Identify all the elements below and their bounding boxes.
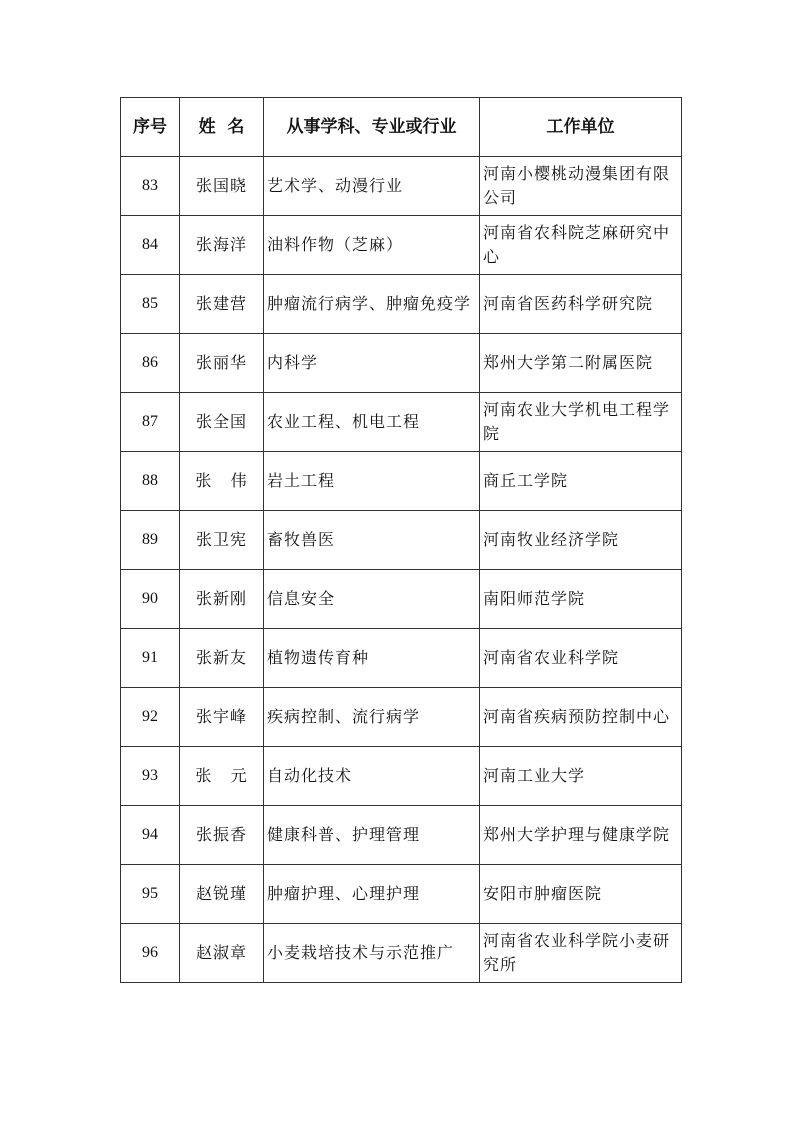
row-field: 植物遗传育种 xyxy=(264,629,480,688)
row-field: 岩土工程 xyxy=(264,452,480,511)
table-row xyxy=(121,570,682,629)
table-row xyxy=(121,629,682,688)
row-name: 张振香 xyxy=(180,806,264,865)
row-name: 张新友 xyxy=(180,629,264,688)
row-serial-number: 87 xyxy=(121,393,180,452)
row-organization: 河南牧业经济学院 xyxy=(480,511,682,570)
row-field: 自动化技术 xyxy=(264,747,480,806)
row-field: 内科学 xyxy=(264,334,480,393)
row-serial-number: 88 xyxy=(121,452,180,511)
row-name: 张 元 xyxy=(180,747,264,806)
row-name: 张宇峰 xyxy=(180,688,264,747)
row-name: 赵淑章 xyxy=(180,924,264,983)
table-row xyxy=(121,216,682,275)
table-row xyxy=(121,452,682,511)
row-field: 信息安全 xyxy=(264,570,480,629)
row-name: 张丽华 xyxy=(180,334,264,393)
header-field: 从事学科、专业或行业 xyxy=(264,98,480,157)
row-serial-number: 91 xyxy=(121,629,180,688)
row-field: 小麦栽培技术与示范推广 xyxy=(264,924,480,983)
row-organization: 河南省农业科学院小麦研究所 xyxy=(480,924,682,983)
table-row xyxy=(121,806,682,865)
row-name: 张新刚 xyxy=(180,570,264,629)
table-row xyxy=(121,865,682,924)
table-row xyxy=(121,157,682,216)
row-organization: 河南工业大学 xyxy=(480,747,682,806)
row-field: 艺术学、动漫行业 xyxy=(264,157,480,216)
table-row xyxy=(121,688,682,747)
row-serial-number: 93 xyxy=(121,747,180,806)
row-serial-number: 94 xyxy=(121,806,180,865)
row-name: 张海洋 xyxy=(180,216,264,275)
expert-roster-table xyxy=(120,97,682,983)
row-name: 赵锐瑾 xyxy=(180,865,264,924)
row-organization: 河南省疾病预防控制中心 xyxy=(480,688,682,747)
row-organization: 河南省农科院芝麻研究中心 xyxy=(480,216,682,275)
table-row xyxy=(121,393,682,452)
row-field: 疾病控制、流行病学 xyxy=(264,688,480,747)
row-field: 健康科普、护理管理 xyxy=(264,806,480,865)
table-row xyxy=(121,334,682,393)
row-serial-number: 86 xyxy=(121,334,180,393)
row-field: 肿瘤护理、心理护理 xyxy=(264,865,480,924)
row-name: 张国晓 xyxy=(180,157,264,216)
table-header-row xyxy=(121,98,682,157)
row-organization: 河南小樱桃动漫集团有限公司 xyxy=(480,157,682,216)
row-field: 油料作物（芝麻） xyxy=(264,216,480,275)
row-organization: 郑州大学第二附属医院 xyxy=(480,334,682,393)
table-row xyxy=(121,275,682,334)
table-body xyxy=(121,157,682,983)
row-organization: 商丘工学院 xyxy=(480,452,682,511)
header-serial-number: 序号 xyxy=(121,98,180,157)
row-organization: 安阳市肿瘤医院 xyxy=(480,865,682,924)
row-serial-number: 85 xyxy=(121,275,180,334)
row-organization: 南阳师范学院 xyxy=(480,570,682,629)
row-field: 畜牧兽医 xyxy=(264,511,480,570)
row-name: 张全国 xyxy=(180,393,264,452)
row-serial-number: 83 xyxy=(121,157,180,216)
row-field: 农业工程、机电工程 xyxy=(264,393,480,452)
row-organization: 河南省医药科学研究院 xyxy=(480,275,682,334)
table-row xyxy=(121,747,682,806)
row-organization: 河南农业大学机电工程学院 xyxy=(480,393,682,452)
row-organization: 河南省农业科学院 xyxy=(480,629,682,688)
row-serial-number: 92 xyxy=(121,688,180,747)
table-row xyxy=(121,924,682,983)
header-organization: 工作单位 xyxy=(480,98,682,157)
row-name: 张 伟 xyxy=(180,452,264,511)
row-field: 肿瘤流行病学、肿瘤免疫学 xyxy=(264,275,480,334)
row-serial-number: 96 xyxy=(121,924,180,983)
row-name: 张建营 xyxy=(180,275,264,334)
row-name: 张卫宪 xyxy=(180,511,264,570)
row-organization: 郑州大学护理与健康学院 xyxy=(480,806,682,865)
row-serial-number: 95 xyxy=(121,865,180,924)
row-serial-number: 90 xyxy=(121,570,180,629)
header-name: 姓 名 xyxy=(180,98,264,157)
row-serial-number: 89 xyxy=(121,511,180,570)
row-serial-number: 84 xyxy=(121,216,180,275)
table-row xyxy=(121,511,682,570)
